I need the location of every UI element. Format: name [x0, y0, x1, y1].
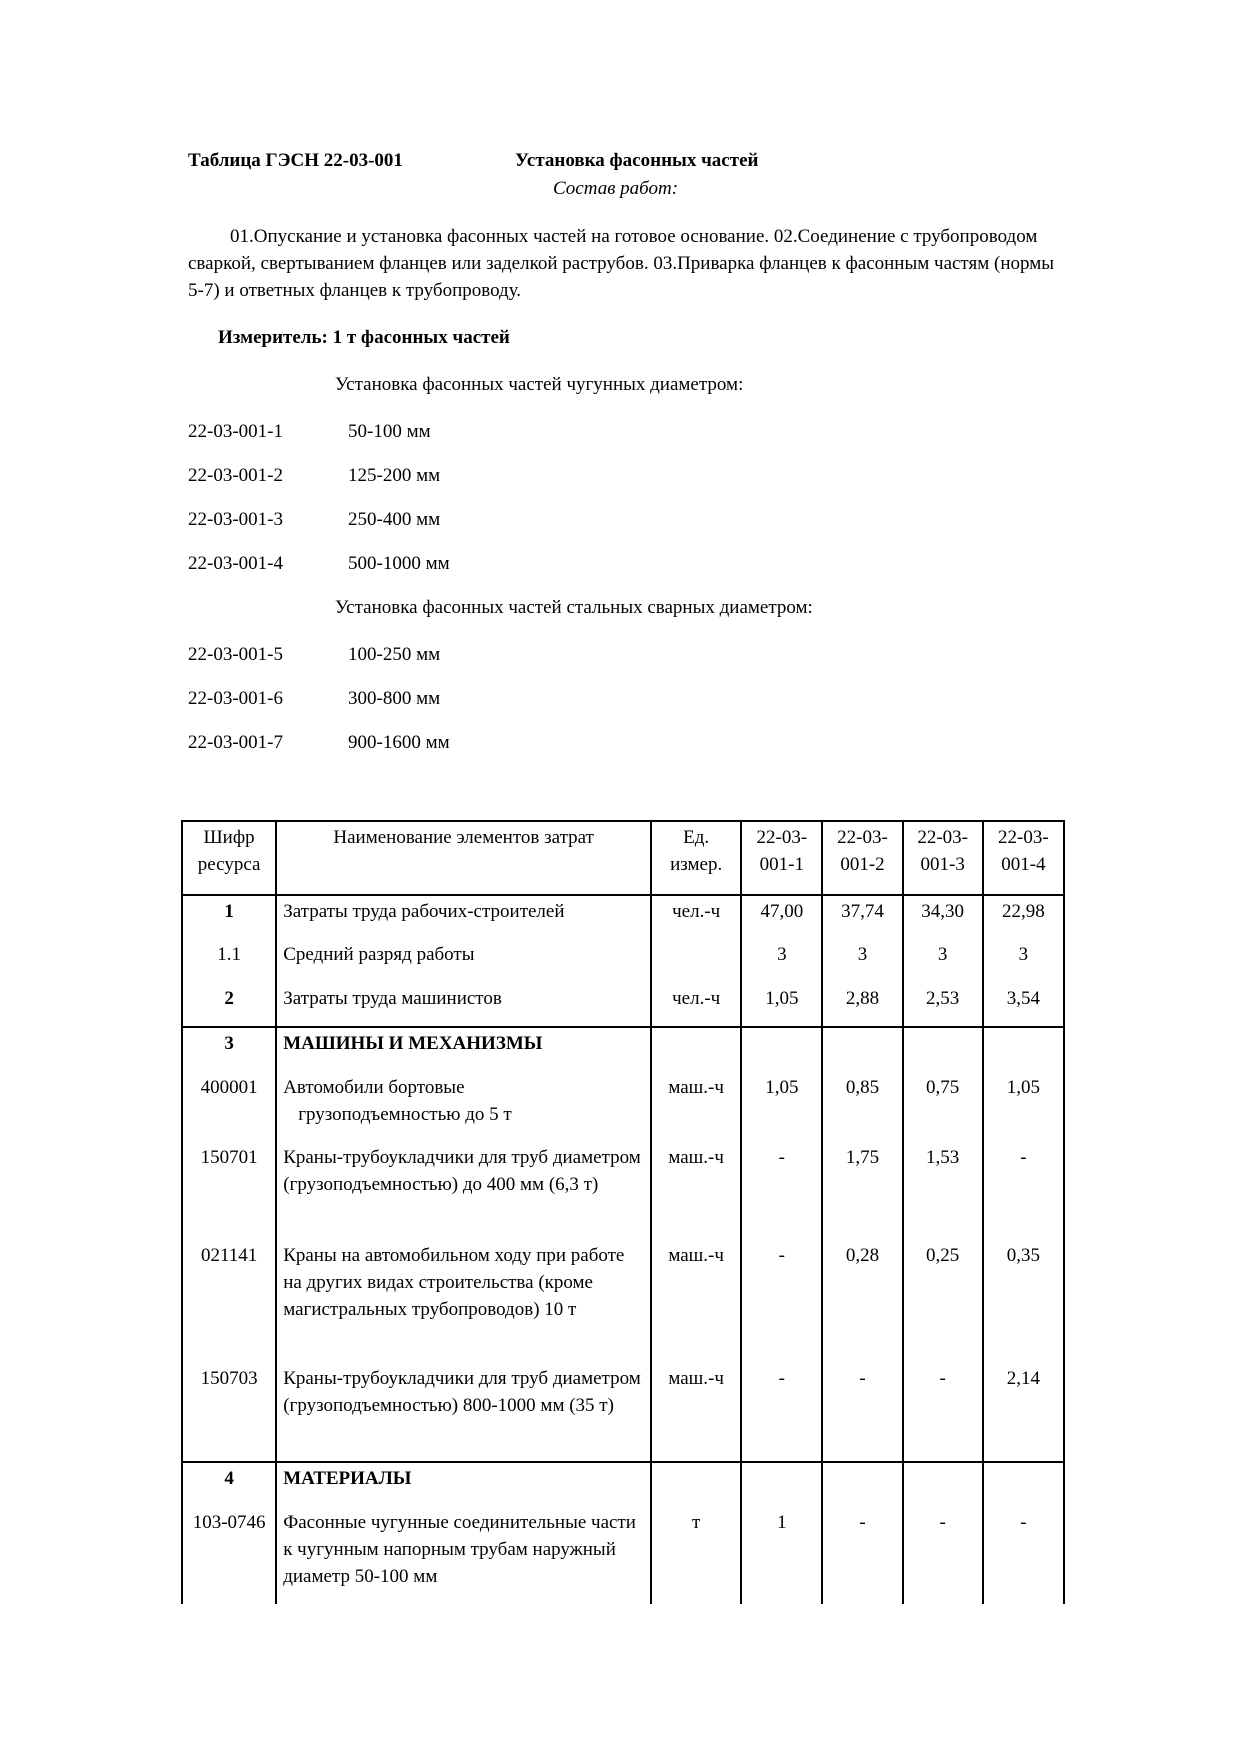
value-norm-1	[741, 1462, 822, 1507]
unit: чел.-ч	[651, 895, 741, 939]
norm-size: 125-200 мм	[348, 465, 441, 486]
header-cost-name: Наименование элементов затрат	[276, 821, 651, 895]
cost-name-line: Автомобили бортовые	[283, 1077, 465, 1098]
resource-code: 150701	[182, 1142, 276, 1240]
resource-code: 103-0746	[182, 1507, 276, 1604]
unit	[651, 939, 741, 983]
resource-code: 2	[182, 983, 276, 1027]
value-norm-1: -	[741, 1363, 822, 1462]
value-norm-4: -	[983, 1142, 1064, 1240]
header-resource-code: Шифр ресурса	[182, 821, 276, 895]
value-norm-2	[822, 1027, 902, 1072]
value-norm-1: -	[741, 1142, 822, 1240]
value-norm-1: 3	[741, 939, 822, 983]
resource-code: 400001	[182, 1072, 276, 1142]
table-label: Таблица ГЭСН 22-03-001	[188, 150, 403, 171]
value-norm-3: -	[903, 1363, 983, 1462]
norm-size: 250-400 мм	[348, 509, 441, 530]
section-title: МАТЕРИАЛЫ	[276, 1462, 651, 1507]
value-norm-4: 0,35	[983, 1240, 1064, 1363]
cost-name: Затраты труда машинистов	[276, 983, 651, 1027]
composition-text: 01.Опускание и установка фасонных частей на готовое основание. 02.Соединение с трубопроводом сваркой, свертыванием фланцев или заделкой раструбов. 03.Приварка фланцев к фасонным частям (нормы 5-7) и ответных фланцев к трубопроводу.	[188, 226, 1054, 301]
norm-size: 100-250 мм	[348, 644, 441, 665]
norm-code: 22-03-001-5	[188, 644, 283, 665]
table-row	[182, 939, 1064, 983]
value-norm-3: 34,30	[903, 895, 983, 939]
norm-code: 22-03-001-2	[188, 465, 283, 486]
value-norm-4: -	[983, 1507, 1064, 1604]
norm-code: 22-03-001-4	[188, 553, 283, 574]
value-norm-4: 1,05	[983, 1072, 1064, 1142]
unit: чел.-ч	[651, 983, 741, 1027]
resource-code: 1	[182, 895, 276, 939]
value-norm-4: 3	[983, 939, 1064, 983]
value-norm-4	[983, 1462, 1064, 1507]
cost-name: Средний разряд работы	[276, 939, 651, 983]
cost-name	[276, 1072, 651, 1142]
unit: маш.-ч	[651, 1363, 741, 1462]
cost-name: Затраты труда рабочих-строителей	[276, 895, 651, 939]
header-norm-3: 22-03-001-3	[903, 821, 983, 895]
table-row	[182, 1072, 1064, 1142]
value-norm-2: -	[822, 1363, 902, 1462]
header-norm-4: 22-03-001-4	[983, 821, 1064, 895]
table-row	[182, 1240, 1064, 1363]
norm-size: 900-1600 мм	[348, 732, 450, 753]
norm-size: 500-1000 мм	[348, 553, 450, 574]
value-norm-3: 3	[903, 939, 983, 983]
cost-name: Краны-трубоукладчики для труб диаметром (грузоподъемностью) до 400 мм (6,3 т)	[276, 1142, 651, 1240]
value-norm-4	[983, 1027, 1064, 1072]
value-norm-2: 3	[822, 939, 902, 983]
value-norm-1	[741, 1027, 822, 1072]
measure-unit: Измеритель: 1 т фасонных частей	[218, 327, 510, 348]
header-unit: Ед. измер.	[651, 821, 741, 895]
cost-name: Фасонные чугунные соединительные части к чугунным напорным трубам наружный диаметр 50-100 мм	[276, 1507, 651, 1604]
unit: маш.-ч	[651, 1072, 741, 1142]
value-norm-1: 1,05	[741, 1072, 822, 1142]
group-title-steel: Установка фасонных частей стальных сварных диаметром:	[335, 597, 813, 618]
norm-code: 22-03-001-3	[188, 509, 283, 530]
value-norm-3	[903, 1027, 983, 1072]
table-header-row	[182, 821, 1064, 895]
value-norm-1: 1,05	[741, 983, 822, 1027]
table-row	[182, 983, 1064, 1027]
value-norm-4: 3,54	[983, 983, 1064, 1027]
composition-heading: Состав работ:	[553, 178, 679, 199]
value-norm-3: 0,75	[903, 1072, 983, 1142]
unit: т	[651, 1507, 741, 1604]
value-norm-3: 1,53	[903, 1142, 983, 1240]
resource-table	[181, 820, 1065, 1604]
value-norm-3: 0,25	[903, 1240, 983, 1363]
norm-code: 22-03-001-1	[188, 421, 283, 442]
resource-code: 1.1	[182, 939, 276, 983]
value-norm-2: 0,85	[822, 1072, 902, 1142]
value-norm-1: 1	[741, 1507, 822, 1604]
resource-code: 4	[182, 1462, 276, 1507]
value-norm-1: -	[741, 1240, 822, 1363]
value-norm-3: 2,53	[903, 983, 983, 1027]
table-row	[182, 1142, 1064, 1240]
section-row	[182, 1462, 1064, 1507]
table-row	[182, 1363, 1064, 1462]
norm-code: 22-03-001-6	[188, 688, 283, 709]
cost-name: Краны-трубоукладчики для труб диаметром (грузоподъемностью) 800-1000 мм (35 т)	[276, 1363, 651, 1462]
unit: маш.-ч	[651, 1240, 741, 1363]
unit	[651, 1462, 741, 1507]
norm-code: 22-03-001-7	[188, 732, 283, 753]
norm-size: 300-800 мм	[348, 688, 441, 709]
header-norm-1: 22-03-001-1	[741, 821, 822, 895]
table-row	[182, 895, 1064, 939]
resource-code: 150703	[182, 1363, 276, 1462]
table-row	[182, 1507, 1064, 1604]
value-norm-4: 2,14	[983, 1363, 1064, 1462]
value-norm-2: 37,74	[822, 895, 902, 939]
document-title: Установка фасонных частей	[515, 150, 759, 171]
resource-code: 021141	[182, 1240, 276, 1363]
value-norm-3: -	[903, 1507, 983, 1604]
value-norm-1: 47,00	[741, 895, 822, 939]
value-norm-2: -	[822, 1507, 902, 1604]
value-norm-4: 22,98	[983, 895, 1064, 939]
section-row	[182, 1027, 1064, 1072]
cost-name-line: грузоподъемностью до 5 т	[298, 1104, 512, 1125]
section-title: МАШИНЫ И МЕХАНИЗМЫ	[276, 1027, 651, 1072]
norm-size: 50-100 мм	[348, 421, 431, 442]
value-norm-2: 0,28	[822, 1240, 902, 1363]
resource-code: 3	[182, 1027, 276, 1072]
value-norm-2: 1,75	[822, 1142, 902, 1240]
unit	[651, 1027, 741, 1072]
cost-name: Краны на автомобильном ходу при работе на других видах строительства (кроме магистральных трубопроводов) 10 т	[276, 1240, 651, 1363]
value-norm-2: 2,88	[822, 983, 902, 1027]
group-title-cast-iron: Установка фасонных частей чугунных диаметром:	[335, 374, 744, 395]
value-norm-3	[903, 1462, 983, 1507]
header-norm-2: 22-03-001-2	[822, 821, 902, 895]
value-norm-2	[822, 1462, 902, 1507]
unit: маш.-ч	[651, 1142, 741, 1240]
